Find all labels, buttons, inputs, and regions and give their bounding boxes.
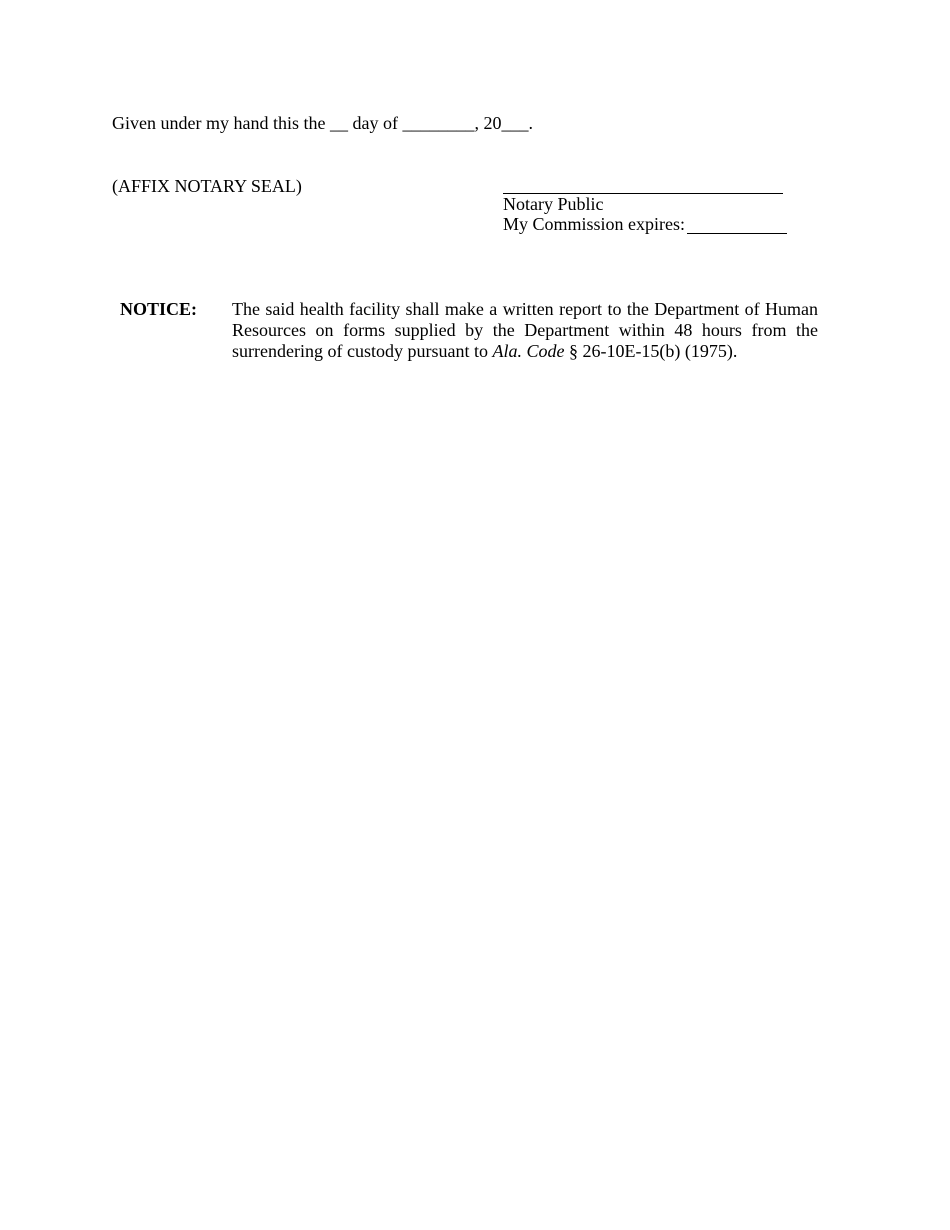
commission-expires-blank (687, 216, 787, 234)
commission-expires-row (503, 214, 823, 234)
notice-citation: Ala. Code (492, 341, 565, 361)
notary-signature-block (503, 170, 823, 234)
notary-signature-line (503, 170, 783, 194)
notice-label: NOTICE: (120, 299, 198, 319)
notice-text (232, 299, 818, 362)
commission-expires-label: My Commission expires: (503, 214, 686, 234)
affix-notary-seal-label: (AFFIX NOTARY SEAL) (112, 176, 302, 196)
notice-text-end: § 26-10E-15(b) (1975). (564, 341, 738, 361)
notice-text-main: The said health facility shall make a written report to the Department of Human Resources on forms supplied by the Department within 48 hours from the surrendering of custody pursuant to (232, 299, 818, 361)
given-under-hand-line: Given under my hand this the __ day of ________, 20___. (112, 113, 533, 133)
notary-public-label: Notary Public (503, 194, 604, 214)
